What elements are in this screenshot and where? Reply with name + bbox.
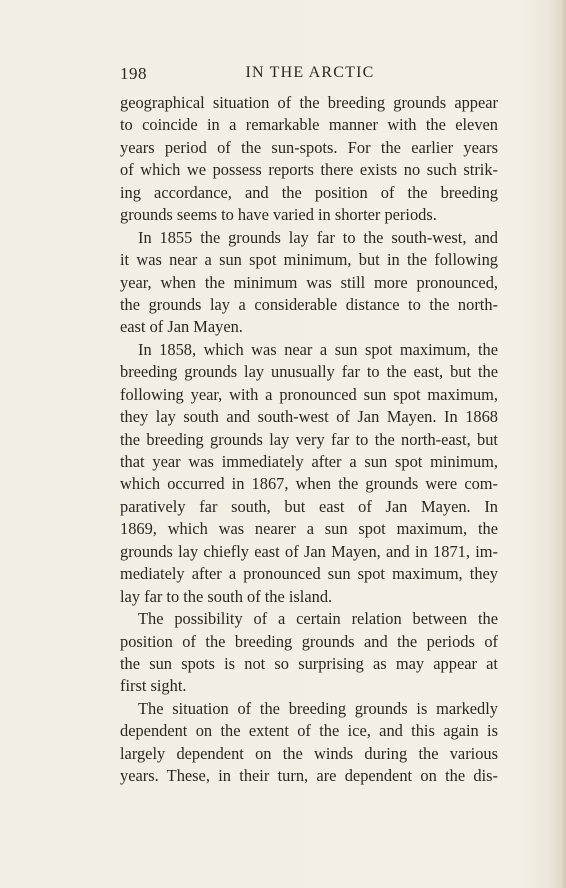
text-line: 1869, which was nearer a sun spot maximum, the: [120, 519, 498, 539]
text-line: grounds seems to have varied in shorter periods.: [120, 205, 437, 225]
text-line: grounds lay chiefly east of Jan Mayen, and in 1871, im-: [120, 541, 498, 561]
text-line: they lay south and south-west of Jan Mayen. In 1868: [120, 407, 498, 427]
text-line: east of Jan Mayen.: [120, 317, 243, 337]
text-line: which occurred in 1867, when the grounds were com-: [120, 474, 498, 494]
text-line: the grounds lay a considerable distance to the north-: [120, 294, 498, 314]
page-edge-shadow: [560, 0, 566, 888]
page-header: [120, 64, 500, 86]
text-line: lay far to the south of the island.: [120, 586, 333, 606]
text-line: breeding grounds lay unusually far to the east, but the: [120, 362, 498, 382]
text-line: following year, with a pronounced sun spot maximum,: [120, 384, 498, 404]
page-number: 198: [120, 64, 147, 83]
text-line: The possibility of a certain relation between the: [138, 609, 498, 629]
text-line: In 1858, which was near a sun spot maximum, the: [138, 339, 498, 359]
running-head: IN THE ARCTIC: [245, 64, 375, 81]
text-line: largely dependent on the winds during the various: [120, 743, 498, 763]
text-line: geographical situation of the breeding grounds appear: [120, 93, 498, 112]
text-line: the sun spots is not so surprising as may appear at: [120, 653, 498, 673]
text-line: mediately after a pronounced sun spot maximum, they: [120, 564, 498, 584]
text-line: first sight.: [120, 676, 187, 696]
text-line: position of the breeding grounds and the periods of: [120, 631, 498, 651]
text-line: dependent on the extent of the ice, and this again is: [120, 721, 498, 741]
text-line: to coincide in a remarkable manner with the eleven: [120, 115, 498, 135]
text-line: In 1855 the grounds lay far to the south-west, and: [138, 227, 498, 247]
text-line: it was near a sun spot minimum, but in the following: [120, 250, 498, 270]
text-line: of which we possess reports there exists no such strik-: [120, 160, 498, 180]
text-line: The situation of the breeding grounds is markedly: [138, 698, 498, 718]
text-line: that year was immediately after a sun spot minimum,: [120, 452, 498, 471]
text-line: years period of the sun-spots. For the earlier years: [120, 137, 498, 157]
text-line: years. These, in their turn, are dependent on the dis-: [120, 766, 498, 786]
text-line: year, when the minimum was still more pronounced,: [120, 272, 498, 292]
text-line: paratively far south, but east of Jan Mayen. In: [120, 496, 498, 516]
body-text: [120, 92, 498, 788]
text-line: ing accordance, and the position of the breeding: [120, 182, 498, 202]
text-line: the breeding grounds lay very far to the north-east, but: [120, 429, 498, 449]
